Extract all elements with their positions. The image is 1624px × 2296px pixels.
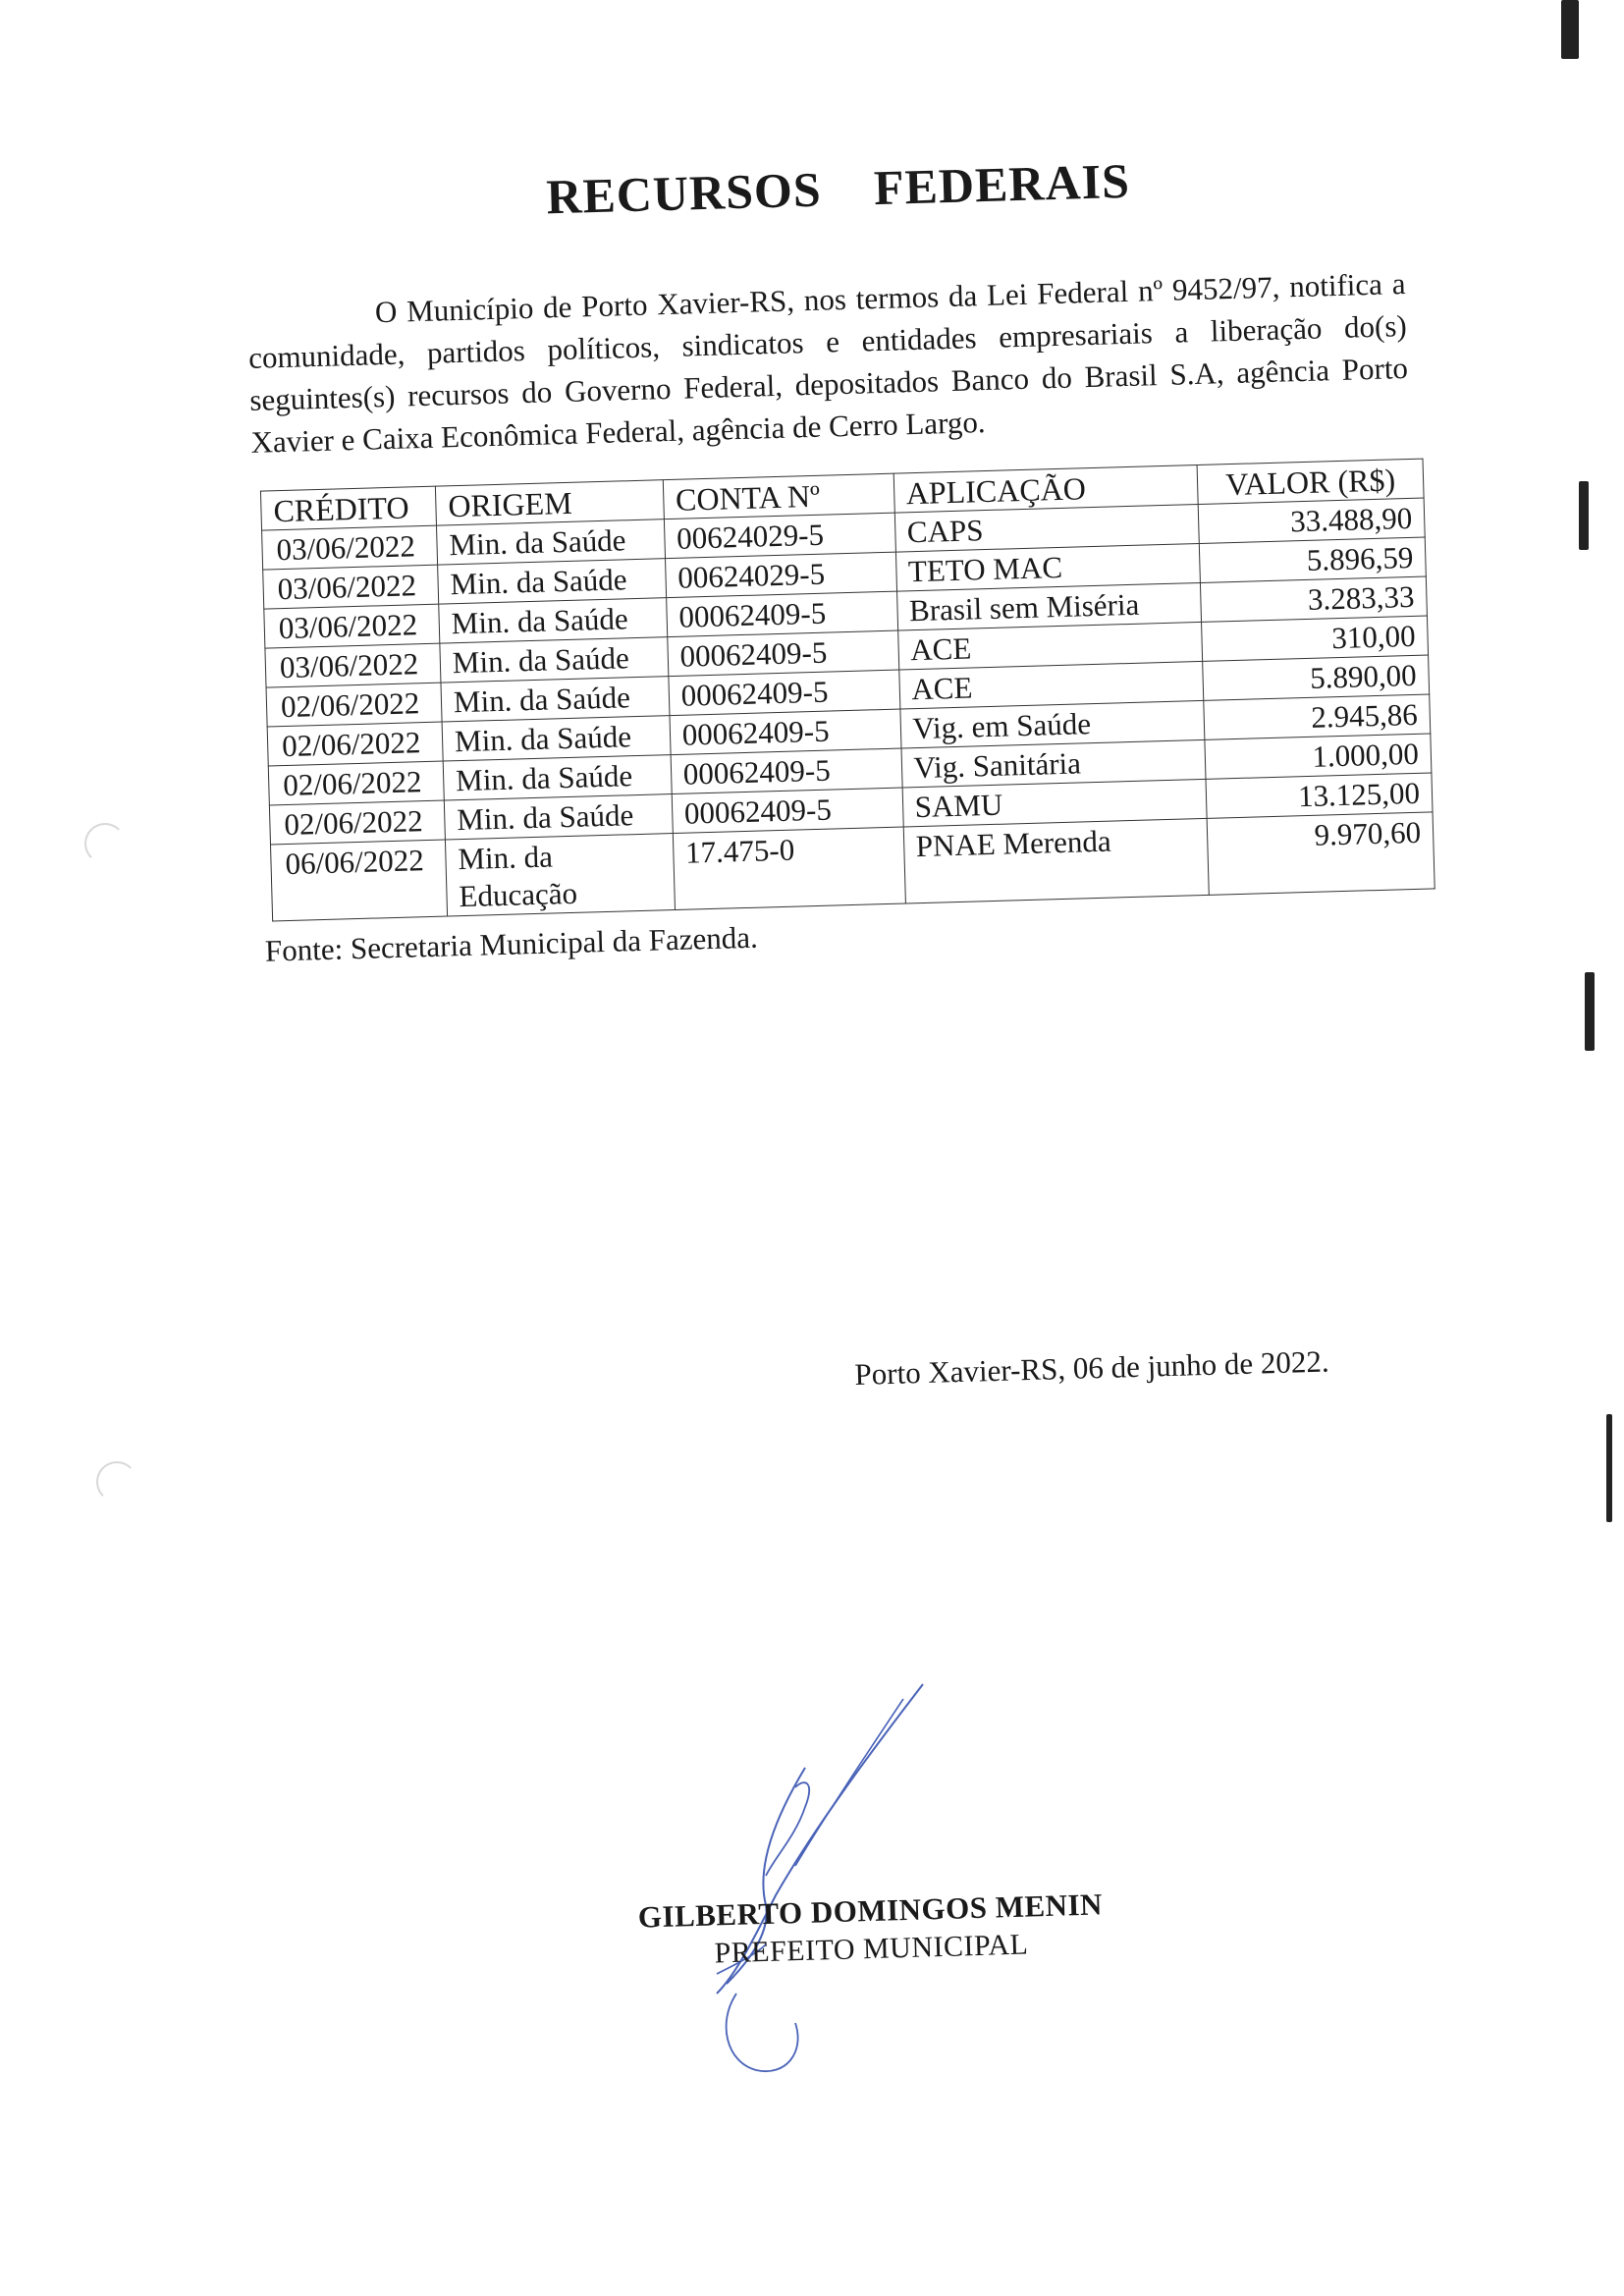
cell-origem: Min. da Saúde bbox=[438, 559, 667, 604]
cell-valor: 310,00 bbox=[1202, 616, 1429, 661]
cell-aplicacao: PNAE Merenda bbox=[903, 818, 1210, 903]
cell-aplicacao: SAMU bbox=[902, 779, 1208, 827]
cell-credito: 03/06/2022 bbox=[262, 525, 438, 570]
cell-aplicacao: TETO MAC bbox=[895, 543, 1201, 591]
cell-conta: 00062409-5 bbox=[672, 788, 903, 834]
source-note: Fonte: Secretaria Municipal da Fazenda. bbox=[264, 919, 759, 968]
cell-credito: 03/06/2022 bbox=[264, 604, 440, 648]
cell-valor: 5.896,59 bbox=[1200, 537, 1427, 582]
scan-edge-mark bbox=[1579, 481, 1589, 550]
signature-stroke bbox=[727, 1994, 798, 2071]
punch-hole bbox=[96, 1461, 137, 1503]
cell-credito: 03/06/2022 bbox=[265, 643, 441, 687]
signature-scribble bbox=[658, 1669, 952, 2082]
signature-block bbox=[624, 1886, 1117, 1973]
cell-aplicacao: CAPS bbox=[894, 504, 1200, 552]
scan-edge-mark bbox=[1561, 0, 1579, 59]
header-valor: VALOR (R$) bbox=[1197, 459, 1424, 504]
cell-credito: 03/06/2022 bbox=[263, 565, 439, 609]
cell-valor: 13.125,00 bbox=[1206, 773, 1433, 818]
cell-conta: 00062409-5 bbox=[666, 591, 897, 637]
cell-credito: 02/06/2022 bbox=[269, 800, 445, 845]
signature-stroke bbox=[766, 1782, 809, 1876]
cell-valor: 1.000,00 bbox=[1205, 734, 1432, 779]
cell-origem: Min. da Saúde bbox=[443, 755, 672, 800]
cell-conta: 00624029-5 bbox=[665, 552, 896, 598]
intro-paragraph: O Município de Porto Xavier-RS, nos termos da Lei Federal nº 9452/97, notifica a comunidade, partidos políticos, sindicatos e entidades empresariais a liberação do(s) seguintes(s) recursos do Governo Federal, depositados Banco do Brasil S.A, agência Porto Xavier e Caixa Econômica Federal, agência de Cerro Largo. bbox=[247, 266, 1409, 460]
header-aplicacao: APLICAÇÃO bbox=[893, 465, 1199, 513]
cell-aplicacao: Vig. em Saúde bbox=[899, 700, 1205, 748]
cell-valor: 33.488,90 bbox=[1198, 498, 1425, 543]
signatory-name: GILBERTO DOMINGOS MENIN bbox=[637, 1886, 1104, 1935]
cell-origem: Min. da Educação bbox=[445, 834, 675, 916]
cell-conta: 00062409-5 bbox=[667, 630, 898, 677]
cell-credito: 02/06/2022 bbox=[266, 683, 442, 727]
header-origem: ORIGEM bbox=[435, 480, 664, 525]
cell-conta: 17.475-0 bbox=[673, 827, 905, 910]
cell-conta: 00062409-5 bbox=[670, 709, 901, 755]
cell-valor: 2.945,86 bbox=[1204, 694, 1431, 739]
cell-conta: 00062409-5 bbox=[671, 748, 902, 794]
cell-aplicacao: ACE bbox=[897, 622, 1203, 670]
cell-origem: Min. da Saúde bbox=[436, 519, 665, 565]
document-body bbox=[244, 143, 1453, 968]
cell-conta: 00062409-5 bbox=[669, 670, 900, 716]
cell-aplicacao: Brasil sem Miséria bbox=[896, 582, 1202, 630]
cell-aplicacao: Vig. Sanitária bbox=[901, 739, 1207, 788]
punch-hole bbox=[84, 823, 126, 864]
cell-credito: 06/06/2022 bbox=[270, 840, 447, 921]
cell-origem: Min. da Saúde bbox=[440, 637, 669, 683]
cell-conta: 00624029-5 bbox=[664, 513, 895, 559]
resources-table bbox=[260, 459, 1435, 922]
cell-valor: 9.970,60 bbox=[1207, 812, 1435, 895]
header-credito: CRÉDITO bbox=[260, 486, 436, 530]
scan-edge-mark bbox=[1585, 972, 1595, 1051]
cell-origem: Min. da Saúde bbox=[439, 598, 668, 643]
document-title: RECURSOS FEDERAIS bbox=[545, 152, 1131, 225]
date-line: Porto Xavier-RS, 06 de junho de 2022. bbox=[854, 1343, 1330, 1392]
cell-origem: Min. da Saúde bbox=[442, 716, 671, 761]
cell-origem: Min. da Saúde bbox=[444, 794, 673, 840]
signatory-role: PREFEITO MUNICIPAL bbox=[714, 1928, 1029, 1970]
cell-valor: 5.890,00 bbox=[1203, 655, 1430, 700]
header-conta: CONTA Nº bbox=[663, 473, 894, 519]
cell-aplicacao: ACE bbox=[898, 661, 1204, 709]
cell-valor: 3.283,33 bbox=[1201, 576, 1428, 622]
cell-credito: 02/06/2022 bbox=[268, 761, 444, 805]
cell-origem: Min. da Saúde bbox=[441, 677, 670, 722]
scan-edge-mark bbox=[1606, 1483, 1612, 1522]
cell-credito: 02/06/2022 bbox=[267, 722, 443, 766]
